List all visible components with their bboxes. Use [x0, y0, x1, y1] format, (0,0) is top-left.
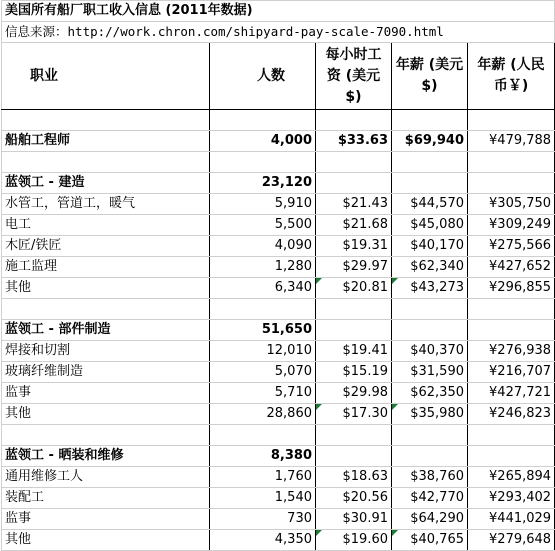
table-row — [2, 278, 555, 299]
blank-cell[interactable] — [316, 152, 392, 173]
role-cell[interactable]: 装配工 — [2, 488, 210, 509]
table-row — [2, 194, 555, 215]
blank-cell[interactable] — [468, 320, 555, 341]
header-annual-usd[interactable]: 年薪 (美元$) — [392, 43, 468, 110]
count-cell[interactable]: 730 — [210, 509, 316, 530]
blank-cell[interactable] — [392, 425, 468, 446]
blank-cell[interactable] — [210, 152, 316, 173]
role-cell[interactable]: 施工监理 — [2, 257, 210, 278]
error-indicator-icon — [392, 404, 398, 410]
blank-cell[interactable] — [392, 110, 468, 131]
blank-cell[interactable] — [468, 299, 555, 320]
count-cell[interactable]: 4,350 — [210, 530, 316, 551]
blank-row — [2, 152, 555, 173]
count-cell[interactable]: 4,090 — [210, 236, 316, 257]
blank-cell[interactable] — [210, 425, 316, 446]
annual-usd-cell[interactable]: $45,080 — [392, 215, 468, 236]
annual-usd-cell[interactable]: $40,170 — [392, 236, 468, 257]
group-header-row — [2, 446, 555, 467]
role-cell[interactable]: 通用维修工人 — [2, 467, 210, 488]
role-cell[interactable]: 电工 — [2, 215, 210, 236]
hourly-cell[interactable]: $17.30 — [316, 404, 392, 425]
annual-cny-cell[interactable]: ¥427,721 — [468, 383, 555, 404]
blank-cell[interactable] — [468, 110, 555, 131]
annual-cny-cell[interactable]: ¥279,648 — [468, 530, 555, 551]
hourly-cell[interactable]: $19.60 — [316, 530, 392, 551]
annual-cny-cell[interactable]: ¥296,855 — [468, 278, 555, 299]
source-row — [2, 22, 555, 43]
annual-cny-cell[interactable]: ¥275,566 — [468, 236, 555, 257]
hourly-cell[interactable]: $20.81 — [316, 278, 392, 299]
table-row — [2, 215, 555, 236]
blank-cell[interactable] — [468, 425, 555, 446]
role-cell[interactable]: 水管工，管道工，暖气 — [2, 194, 210, 215]
annual-cny-cell[interactable]: ¥293,402 — [468, 488, 555, 509]
count-cell[interactable]: 1,280 — [210, 257, 316, 278]
sheet-title[interactable]: 美国所有船厂职工收入信息 (2011年数据) — [2, 1, 555, 22]
annual-cny-cell[interactable]: ¥246,823 — [468, 404, 555, 425]
error-indicator-icon — [316, 278, 322, 284]
hourly-cell[interactable]: $33.63 — [316, 131, 392, 152]
count-cell[interactable]: 1,760 — [210, 467, 316, 488]
annual-usd-cell[interactable]: $64,290 — [392, 509, 468, 530]
blank-cell[interactable] — [468, 446, 555, 467]
group-total[interactable]: 8,380 — [210, 446, 316, 467]
annual-cny-cell[interactable]: ¥276,938 — [468, 341, 555, 362]
role-cell[interactable]: 监事 — [2, 509, 210, 530]
group-title[interactable]: 蓝领工 - 部件制造 — [2, 320, 210, 341]
error-indicator-icon — [316, 404, 322, 410]
annual-usd-cell[interactable]: $62,350 — [392, 383, 468, 404]
group-title[interactable]: 蓝领工 - 晒装和维修 — [2, 446, 210, 467]
annual-usd-cell[interactable]: $40,370 — [392, 341, 468, 362]
header-role[interactable]: 职业 — [2, 43, 210, 110]
group-header-row — [2, 173, 555, 194]
group-title[interactable]: 蓝领工 - 建造 — [2, 173, 210, 194]
hourly-cell[interactable]: $21.68 — [316, 215, 392, 236]
blank-cell[interactable] — [316, 425, 392, 446]
group-header-row — [2, 320, 555, 341]
hourly-cell[interactable]: $20.56 — [316, 488, 392, 509]
role-cell[interactable]: 焊接和切割 — [2, 341, 210, 362]
annual-cny-cell[interactable]: ¥441,029 — [468, 509, 555, 530]
count-cell[interactable]: 5,710 — [210, 383, 316, 404]
blank-cell[interactable] — [392, 446, 468, 467]
table-row — [2, 467, 555, 488]
annual-usd-cell[interactable]: $42,770 — [392, 488, 468, 509]
annual-cny-cell[interactable]: ¥265,894 — [468, 467, 555, 488]
group-total[interactable]: 23,120 — [210, 173, 316, 194]
blank-row — [2, 425, 555, 446]
role-cell[interactable]: 其他 — [2, 404, 210, 425]
annual-usd-cell[interactable]: $69,940 — [392, 131, 468, 152]
count-cell[interactable]: 6,340 — [210, 278, 316, 299]
annual-usd-cell[interactable]: $38,760 — [392, 467, 468, 488]
source-cell[interactable] — [2, 22, 555, 43]
role-cell[interactable]: 船舶工程师 — [2, 131, 210, 152]
blank-row — [2, 299, 555, 320]
count-cell[interactable]: 12,010 — [210, 341, 316, 362]
annual-usd-cell[interactable]: $44,570 — [392, 194, 468, 215]
blank-cell[interactable] — [468, 152, 555, 173]
annual-usd-cell[interactable]: $43,273 — [392, 278, 468, 299]
hourly-cell[interactable]: $19.41 — [316, 341, 392, 362]
blank-cell[interactable] — [316, 110, 392, 131]
table-row — [2, 383, 555, 404]
role-cell[interactable]: 玻璃纤维制造 — [2, 362, 210, 383]
marine-engineer-row — [2, 131, 555, 152]
blank-cell[interactable] — [316, 446, 392, 467]
blank-cell[interactable] — [2, 425, 210, 446]
group-total[interactable]: 51,650 — [210, 320, 316, 341]
annual-cny-cell[interactable]: ¥479,788 — [468, 131, 555, 152]
title-row — [2, 1, 555, 22]
annual-cny-cell[interactable]: ¥427,652 — [468, 257, 555, 278]
blank-cell[interactable] — [316, 320, 392, 341]
error-indicator-icon — [316, 530, 322, 536]
header-annual-cny[interactable]: 年薪 (人民币￥) — [468, 43, 555, 110]
hourly-cell[interactable]: $29.98 — [316, 383, 392, 404]
blank-cell[interactable] — [316, 173, 392, 194]
header-count[interactable]: 人数 — [210, 43, 316, 110]
hourly-cell[interactable]: $15.19 — [316, 362, 392, 383]
annual-usd-cell[interactable]: $40,765 — [392, 530, 468, 551]
blank-cell[interactable] — [392, 320, 468, 341]
table-row — [2, 257, 555, 278]
blank-cell[interactable] — [2, 299, 210, 320]
role-cell[interactable]: 其他 — [2, 278, 210, 299]
source-label: 信息来源： — [5, 24, 68, 39]
table-row — [2, 530, 555, 551]
error-indicator-icon — [392, 530, 398, 536]
blank-cell[interactable] — [392, 173, 468, 194]
hourly-cell[interactable]: $29.97 — [316, 257, 392, 278]
role-cell[interactable]: 其他 — [2, 530, 210, 551]
blank-cell[interactable] — [316, 299, 392, 320]
header-row — [2, 43, 555, 110]
blank-cell[interactable] — [2, 152, 210, 173]
blank-row — [2, 110, 555, 131]
count-cell[interactable]: 1,540 — [210, 488, 316, 509]
source-url: http://work.chron.com/shipyard-pay-scale-7090.html — [67, 24, 444, 39]
annual-usd-cell[interactable]: $62,340 — [392, 257, 468, 278]
count-cell[interactable]: 28,860 — [210, 404, 316, 425]
blank-cell[interactable] — [392, 152, 468, 173]
hourly-cell[interactable]: $30.91 — [316, 509, 392, 530]
blank-cell[interactable] — [392, 299, 468, 320]
blank-cell[interactable] — [210, 299, 316, 320]
annual-cny-cell[interactable]: ¥216,707 — [468, 362, 555, 383]
annual-usd-cell[interactable]: $31,590 — [392, 362, 468, 383]
blank-cell[interactable] — [210, 110, 316, 131]
blank-cell[interactable] — [2, 110, 210, 131]
count-cell[interactable]: 5,910 — [210, 194, 316, 215]
hourly-cell[interactable]: $19.31 — [316, 236, 392, 257]
count-cell[interactable]: 5,070 — [210, 362, 316, 383]
table-row — [2, 362, 555, 383]
table-row — [2, 341, 555, 362]
table-row — [2, 404, 555, 425]
pay-table — [1, 0, 555, 551]
count-cell[interactable]: 5,500 — [210, 215, 316, 236]
blank-cell[interactable] — [468, 173, 555, 194]
hourly-cell[interactable]: $18.63 — [316, 467, 392, 488]
role-cell[interactable]: 木匠/铁匠 — [2, 236, 210, 257]
table-row — [2, 236, 555, 257]
error-indicator-icon — [392, 278, 398, 284]
annual-cny-cell[interactable]: ¥309,249 — [468, 215, 555, 236]
table-row — [2, 509, 555, 530]
role-cell[interactable]: 监事 — [2, 383, 210, 404]
hourly-cell[interactable]: $21.43 — [316, 194, 392, 215]
annual-usd-cell[interactable]: $35,980 — [392, 404, 468, 425]
count-cell[interactable]: 4,000 — [210, 131, 316, 152]
annual-cny-cell[interactable]: ¥305,750 — [468, 194, 555, 215]
header-hourly[interactable]: 每小时工资 (美元$) — [316, 43, 392, 110]
table-row — [2, 488, 555, 509]
